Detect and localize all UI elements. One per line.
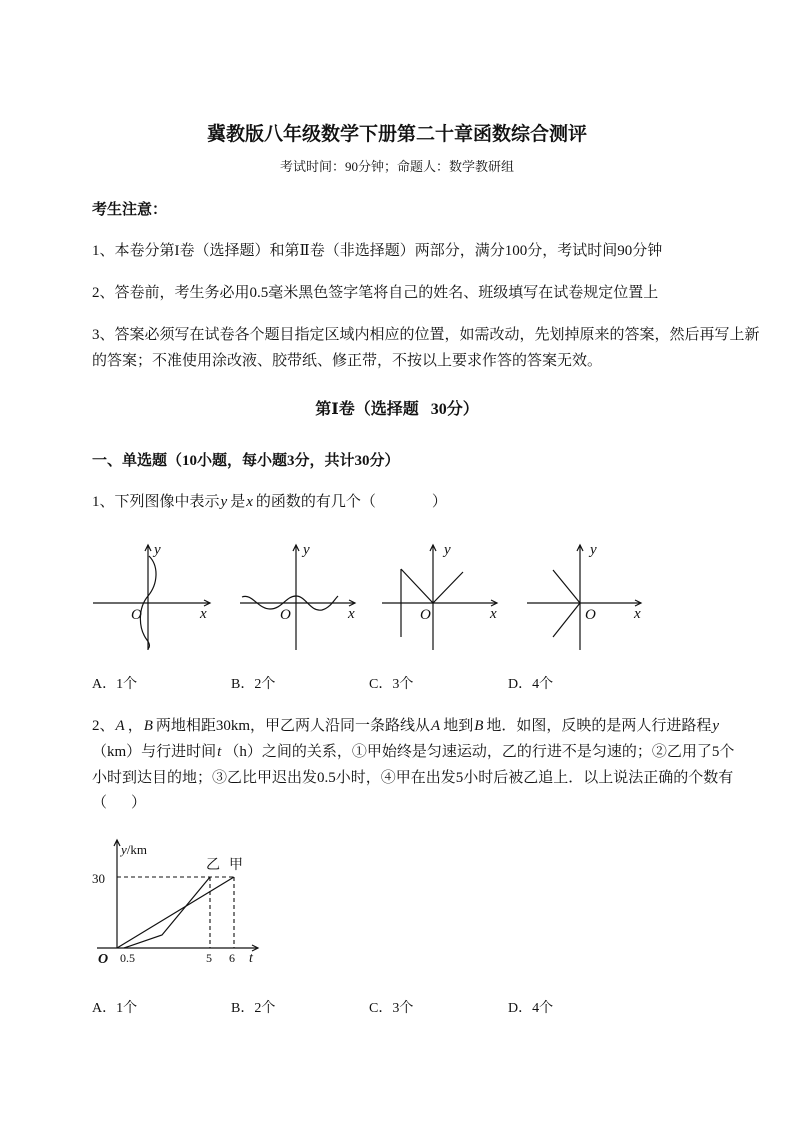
section-title: 一、单选题（10小题，每小题3分，共计30分） (92, 453, 400, 469)
series-line-yi (124, 877, 210, 948)
x-axis-label: x (200, 606, 207, 622)
t-tick-6: 6 (229, 951, 235, 965)
q1-graph-1 (93, 542, 210, 650)
q2-option-c: C．3个 (369, 1001, 414, 1016)
question-2-stem-line-3 (92, 768, 733, 788)
question-2-stem-line-4 (92, 793, 146, 813)
q1-stem-part: 是 (230, 494, 246, 510)
q1-answer-paren-close: ） (431, 494, 447, 510)
v-shape-lines (401, 569, 463, 603)
volume-title: 第Ⅰ卷（选择题 30分） (315, 401, 479, 418)
origin-label: O (98, 952, 109, 967)
q1-graph-4 (527, 542, 641, 650)
y-axis-label: y (303, 542, 310, 558)
t-tick-0-5: 0.5 (120, 951, 135, 965)
q1-option-b: B．2个 (231, 677, 276, 692)
q2-point-b: B (474, 718, 484, 734)
y-axis-label (119, 842, 147, 857)
q1-option-d: D．4个 (508, 677, 554, 692)
q1-option-a: A．1个 (92, 677, 138, 692)
x-axis-label: x (490, 606, 497, 622)
q2-stem-part: ， (127, 718, 143, 734)
notice-item-1: 1、本卷分第I卷（选择题）和第Ⅱ卷（非选择题）两部分，满分100分，考试时间90分钟 (92, 243, 663, 259)
y-axis-unit: /km (126, 842, 148, 857)
y-axis-variable: y (121, 842, 127, 857)
q1-stem-part: 1、下列图像中表示 (92, 494, 220, 510)
q1-graph-2 (240, 542, 355, 650)
series-line-jia (117, 877, 234, 948)
q2-variable-y: y (712, 718, 720, 734)
q2-stem-part: （km）与行进时间 (92, 744, 217, 760)
q2-option-d: D．4个 (508, 1001, 554, 1016)
question-2-stem-line-1 (92, 716, 722, 736)
q1-option-c: C．3个 (369, 677, 414, 692)
q2-stem-part: 小时到达目的地；③乙比甲迟出发0.5小时，④甲在出发5小时后被乙追上．以上说法正确的个数有 (92, 770, 734, 786)
q2-point-a: A (115, 718, 125, 734)
y-axis-label: y (590, 542, 597, 558)
question-1-stem (92, 492, 447, 512)
exam-title: 冀教版八年级数学下册第二十章函数综合测评 (206, 124, 587, 145)
q2-variable-t: t (217, 744, 222, 760)
q1-graphs-figure (0, 535, 794, 660)
q2-stem-part: 地到 (443, 718, 474, 734)
q1-graph-3 (382, 542, 497, 650)
q2-stem-part: 地．如图，反映的是两人行进路程 (486, 718, 712, 734)
series-label-yi: 乙 (206, 858, 220, 873)
q1-variable-y: y (220, 494, 228, 510)
y-tick-30: 30 (92, 871, 105, 886)
q1-variable-x: x (246, 494, 253, 510)
q2-stem-part: （h）之间的关系，①甲始终是匀速运动，乙的行进不是匀速的；②乙用了5个 (224, 744, 735, 760)
y-axis-label: y (154, 542, 161, 558)
question-2-stem-line-2 (92, 742, 734, 762)
q2-stem-part: 2、 (92, 718, 115, 734)
q1-stem-part: 的函数的有几个（ (255, 494, 376, 510)
q2-option-a: A．1个 (92, 1001, 138, 1016)
q2-answer-paren-open: （ (92, 795, 108, 811)
notice-heading: 考生注意： (92, 202, 168, 218)
exam-subtitle: 考试时间：90分钟；命题人：数学教研组 (279, 159, 514, 174)
origin-label: O (585, 607, 596, 623)
q2-stem-part: 两地相距30km，甲乙两人沿同一条路线从 (155, 718, 431, 734)
q2-distance-time-graph (0, 835, 794, 970)
series-label-jia: 甲 (229, 858, 243, 873)
notice-item-2: 2、答卷前，考生务必用0.5毫米黑色签字笔将自己的姓名、班级填写在试卷规定位置上 (92, 285, 659, 301)
origin-label: O (420, 607, 431, 623)
q2-point-b: B (143, 718, 153, 734)
y-axis-label: y (444, 542, 451, 558)
q2-answer-paren-close: ） (131, 795, 147, 811)
q2-option-b: B．2个 (231, 1001, 276, 1016)
q2-point-a: A (431, 718, 441, 734)
t-tick-5: 5 (206, 951, 212, 965)
x-axis-label: x (348, 606, 355, 622)
origin-label: O (131, 607, 142, 623)
notice-item-3-line-2: 的答案；不准使用涂改液、胶带纸、修正带，不按以上要求作答的答案无效。 (92, 353, 603, 369)
origin-label: O (280, 607, 291, 623)
t-axis-label: t (249, 951, 253, 966)
x-axis-label: x (634, 606, 641, 622)
notice-item-3-line-1: 3、答案必须写在试卷各个题目指定区域内相应的位置，如需改动，先划掉原来的答案，然后再写上新 (92, 327, 760, 343)
